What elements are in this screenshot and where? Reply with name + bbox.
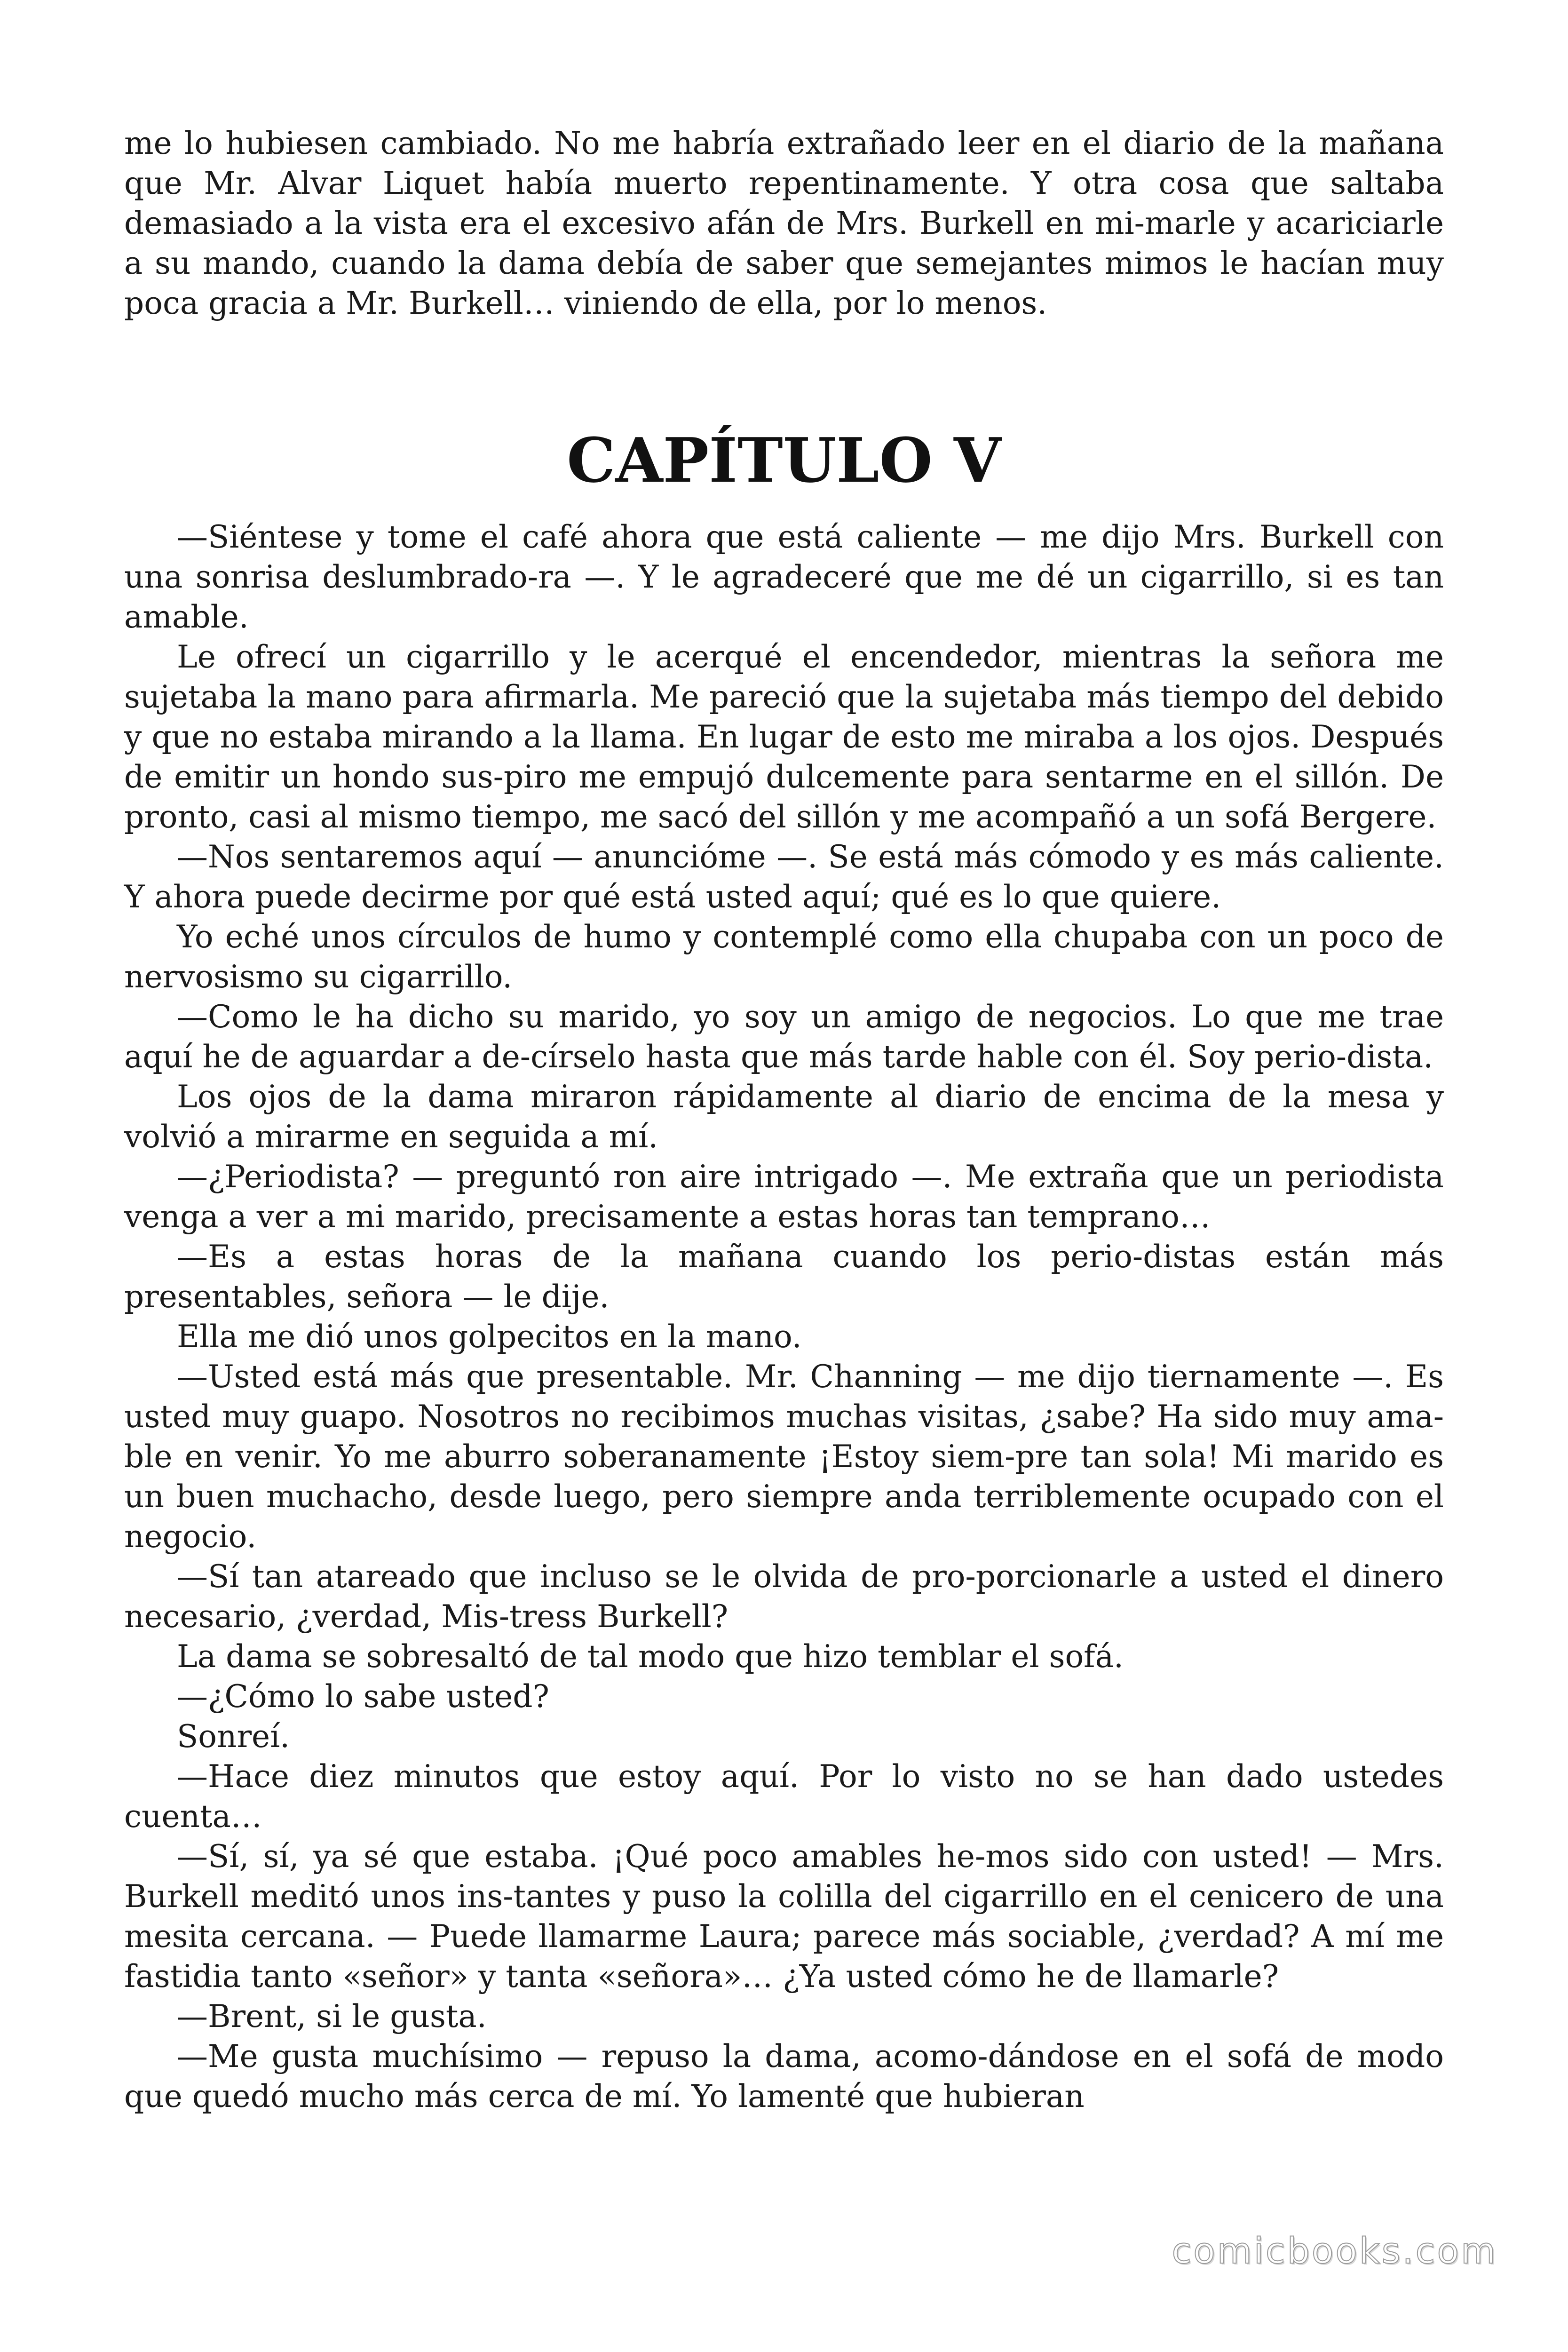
paragraph-12: La dama se sobresaltó de tal modo que hizo temblar el sofá. [177, 1638, 1124, 1675]
opening-paragraph: me lo hubiesen cambiado. No me habría extrañado leer en el diario de la mañana que Mr. Alvar Liquet había muerto repentinamente. Y otra cosa que saltaba demasiado a la vista era el excesivo afán de Mrs. Burkell en mi-marle y acariciarle a su mando, cuando la dama debía de saber que semejantes mimos le hacían muy poca gracia a Mr. Burkell… viniendo de ella, por lo menos. [124, 125, 1444, 321]
paragraph-6: Los ojos de la dama miraron rápidamente al diario de encima de la mesa y volvió a mirarme en seguida a mí. [124, 1079, 1444, 1155]
book-page [124, 123, 1444, 2116]
paragraph-4: Yo eché unos círculos de humo y contemplé como ella chupaba con un poco de nervosismo su cigarrillo. [124, 919, 1444, 995]
paragraph-8: —Es a estas horas de la mañana cuando los perio-distas están más presentables, señora — le dije. [124, 1239, 1444, 1315]
paragraph-17: —Brent, si le gusta. [177, 1998, 487, 2034]
paragraph-16: —Sí, sí, ya sé que estaba. ¡Qué poco amables he-mos sido con usted! — Mrs. Burkell meditó unos ins-tantes y puso la colilla del cigarrillo en el cenicero de una mesita cercana. — Puede llamarme Laura; parece más sociable, ¿verdad? A mí me fastidia tanto «señor» y tanta «señora»… ¿Ya usted cómo he de llamarle? [124, 1838, 1444, 1994]
paragraph-14: Sonreí. [177, 1718, 290, 1755]
paragraph-11: —Sí tan atareado que incluso se le olvida de pro-porcionarle a usted el dinero necesario, ¿verdad, Mis-tress Burkell? [124, 1558, 1444, 1635]
watermark-logo: comicbooks.com [1172, 2230, 1497, 2272]
paragraph-2: Le ofrecí un cigarrillo y le acerqué el encendedor, mientras la señora me sujetaba la mano para afirmarla. Me pareció que la sujetaba más tiempo del debido y que no estaba mirando a la llama. En lugar de esto me miraba a los ojos. Después de emitir un hondo sus-piro me empujó dulcemente para sentarme en el sillón. De pronto, casi al mismo tiempo, me sacó del sillón y me acompañó a un sofá Bergere. [124, 639, 1444, 835]
paragraph-9: Ella me dió unos golpecitos en la mano. [177, 1319, 802, 1355]
paragraph-10: —Usted está más que presentable. Mr. Channing — me dijo tiernamente —. Es usted muy guapo. Nosotros no recibimos muchas visitas, ¿sabe? Ha sido muy ama-ble en venir. Yo me aburro soberanamente ¡Estoy siem-pre tan sola! Mi marido es un buen muchacho, desde luego, pero siempre anda terriblemente ocupado con el negocio. [124, 1359, 1444, 1555]
paragraph-3: —Nos sentaremos aquí — anuncióme —. Se está más cómodo y es más caliente. Y ahora puede decirme por qué está usted aquí; qué es lo que quiere. [124, 839, 1444, 915]
paragraph-5: —Como le ha dicho su marido, yo soy un amigo de negocios. Lo que me trae aquí he de aguardar a de-círselo hasta que más tarde hable con él. Soy perio-dista. [124, 999, 1444, 1075]
paragraph-7: —¿Periodista? — preguntó ron aire intrigado —. Me extraña que un periodista venga a ver a mi marido, precisamente a estas horas tan temprano… [124, 1159, 1444, 1235]
paragraph-13: —¿Cómo lo sabe usted? [177, 1678, 549, 1715]
paragraph-15: —Hace diez minutos que estoy aquí. Por lo visto no se han dado ustedes cuenta… [124, 1758, 1444, 1835]
paragraph-1: —Siéntese y tome el café ahora que está caliente — me dijo Mrs. Burkell con una sonrisa deslumbrado-ra —. Y le agradeceré que me dé un cigarrillo, si es tan amable. [124, 519, 1444, 635]
paragraph-18: —Me gusta muchísimo — repuso la dama, acomo-dándose en el sofá de modo que quedó mucho más cerca de mí. Yo lamenté que hubieran [124, 2038, 1444, 2114]
chapter-title: CAPÍTULO V [567, 424, 1001, 496]
